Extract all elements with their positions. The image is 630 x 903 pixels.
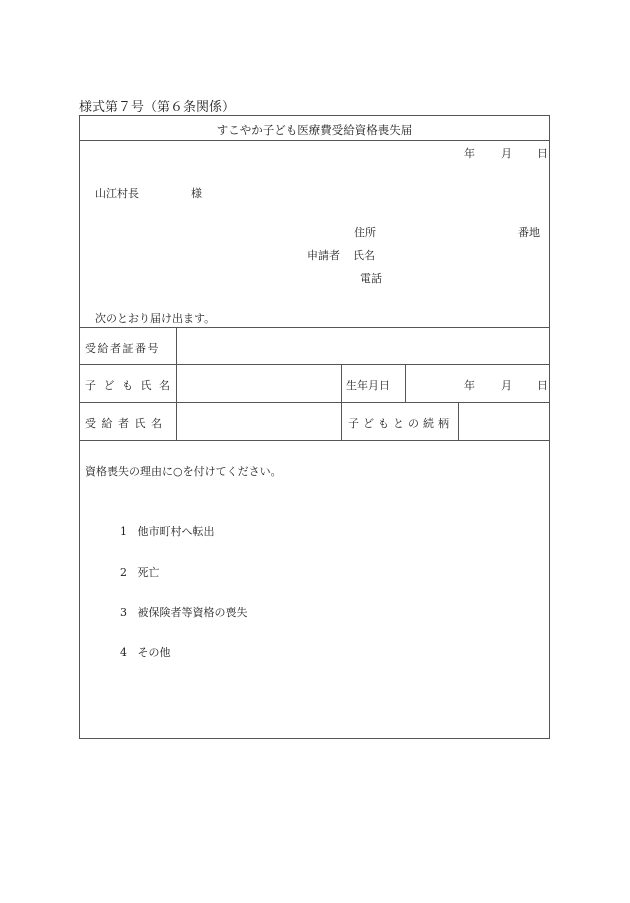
addressee-honorific: 様 — [191, 187, 202, 200]
applicant-label: 申請者 — [307, 249, 340, 262]
recipient-name-label: 受給者氏名 — [85, 417, 168, 430]
birth-year: 年 — [464, 379, 475, 392]
reason-option — [120, 644, 171, 660]
birth-month: 月 — [501, 379, 512, 392]
form-frame — [79, 115, 550, 739]
date-year: 年 — [464, 147, 475, 160]
option-number: 3 — [120, 606, 127, 619]
address-label: 住所 — [354, 226, 376, 239]
date-day: 日 — [537, 147, 548, 160]
option-label: 被保険者等資格の喪失 — [137, 606, 248, 619]
reason-instruction: 資格喪失の理由に○を付けてください。 — [85, 465, 282, 478]
date-month: 月 — [501, 147, 512, 160]
option-number: 4 — [120, 646, 127, 659]
table-top-line — [80, 327, 549, 328]
row2-divider — [80, 402, 549, 403]
title-divider — [80, 140, 549, 141]
birth-day: 日 — [537, 379, 548, 392]
name-label: 氏名 — [353, 249, 375, 262]
option-label: 死亡 — [137, 566, 160, 579]
notice-text: 次のとおり届け出ます。 — [95, 312, 216, 325]
reason-option — [120, 523, 215, 539]
reason-option — [120, 564, 160, 580]
birthdate-divider — [405, 364, 406, 402]
option-label: 他市町村へ転出 — [137, 525, 215, 538]
addressee-name: 山江村長 — [95, 187, 139, 200]
reason-option — [120, 604, 248, 620]
row1-divider — [80, 364, 549, 365]
relation-label: 子どもとの続柄 — [348, 417, 453, 430]
table-bottom-line — [80, 440, 549, 441]
phone-label: 電話 — [360, 272, 382, 285]
option-number: 1 — [120, 525, 127, 538]
child-name-label: 子ども氏名 — [85, 379, 178, 392]
option-label: その他 — [137, 646, 171, 659]
form-number-label: 様式第７号（第６条関係） — [79, 100, 236, 115]
cert-number-label: 受給者証番号 — [85, 342, 160, 355]
option-number: 2 — [120, 566, 127, 579]
address-suffix: 番地 — [518, 226, 540, 239]
form-title: すこやか子ども医療費受給資格喪失届 — [216, 123, 413, 137]
relation-divider — [458, 402, 459, 440]
birthdate-label: 生年月日 — [346, 379, 390, 392]
